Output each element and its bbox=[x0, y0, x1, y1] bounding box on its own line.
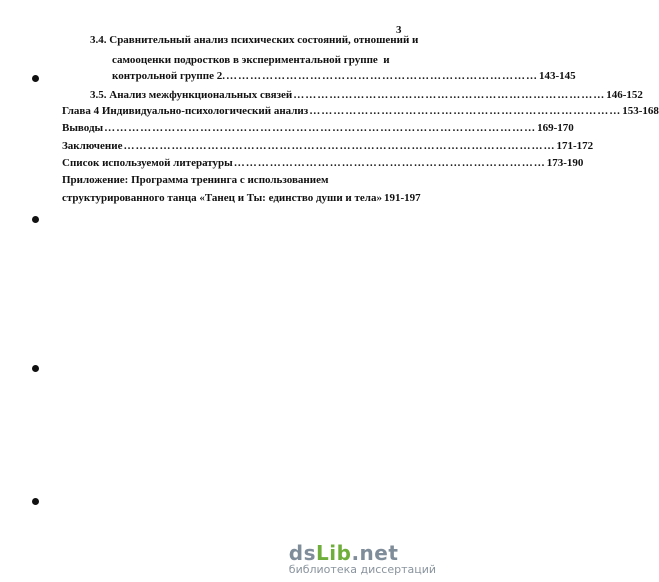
toc-leader: ……………………………………………………………………………………………… bbox=[123, 140, 556, 152]
toc-3-4-line2: самооценки подростков в экспериментальной группе и bbox=[112, 54, 390, 66]
toc-entry-text: 3.5. Анализ межфункциональных связей bbox=[90, 89, 293, 101]
toc-leader: …………………………………………………………………… bbox=[225, 70, 538, 82]
watermark-logo-net: .net bbox=[351, 541, 399, 565]
toc-leader: …………………………………………………………………… bbox=[309, 105, 622, 117]
toc-entry-pages: 153-168 bbox=[622, 105, 659, 117]
toc-entry-pages: 191-197 bbox=[383, 192, 421, 204]
watermark-logo bbox=[289, 543, 436, 563]
toc-entry-pages: 171-172 bbox=[556, 140, 594, 152]
toc-leader: …………………………………………………………………… bbox=[293, 89, 606, 101]
toc-3-4-line1: 3.4. Сравнительный анализ психических состояний, отношений и bbox=[90, 34, 419, 46]
toc-entry-text: Глава 4 Индивидуально-психологический анализ bbox=[62, 105, 309, 117]
toc-entry-pages: 169-170 bbox=[537, 122, 574, 134]
watermark bbox=[289, 543, 436, 576]
page-number: 3 bbox=[396, 24, 402, 36]
toc-entry-text: контрольной группе 2. bbox=[112, 70, 225, 82]
watermark-subtitle: библиотека диссертаций bbox=[288, 563, 436, 576]
binding-hole bbox=[32, 75, 39, 82]
toc-row-chapter-4 bbox=[62, 105, 659, 117]
toc-leader: …………………………………………………………………… bbox=[233, 157, 546, 169]
toc-row-conclusions bbox=[62, 122, 574, 134]
watermark-logo-lib: Lib bbox=[316, 541, 352, 565]
toc-appendix-line1: Приложение: Программа тренинга с использованием bbox=[62, 174, 329, 186]
toc-entry-text: Заключение bbox=[62, 140, 123, 152]
toc-entry-pages: 143-145 bbox=[538, 70, 576, 82]
toc-entry-text: структурированного танца «Танец и Ты: единство души и тела» bbox=[62, 192, 382, 204]
binding-hole bbox=[32, 216, 39, 223]
toc-row-appendix bbox=[62, 192, 421, 204]
binding-hole bbox=[32, 365, 39, 372]
toc-entry-text: Список используемой литературы bbox=[62, 157, 233, 169]
toc-row-3-4 bbox=[112, 70, 576, 82]
toc-row-closing bbox=[62, 140, 594, 152]
binding-hole bbox=[32, 498, 39, 505]
toc-row-3-5 bbox=[90, 89, 643, 101]
toc-entry-pages: 173-190 bbox=[546, 157, 584, 169]
toc-entry-pages: 146-152 bbox=[606, 89, 643, 101]
toc-row-references bbox=[62, 157, 584, 169]
watermark-logo-ds: ds bbox=[288, 541, 317, 565]
toc-entry-text: Выводы bbox=[62, 122, 104, 134]
toc-leader: ……………………………………………………………………………………………… bbox=[104, 122, 537, 134]
